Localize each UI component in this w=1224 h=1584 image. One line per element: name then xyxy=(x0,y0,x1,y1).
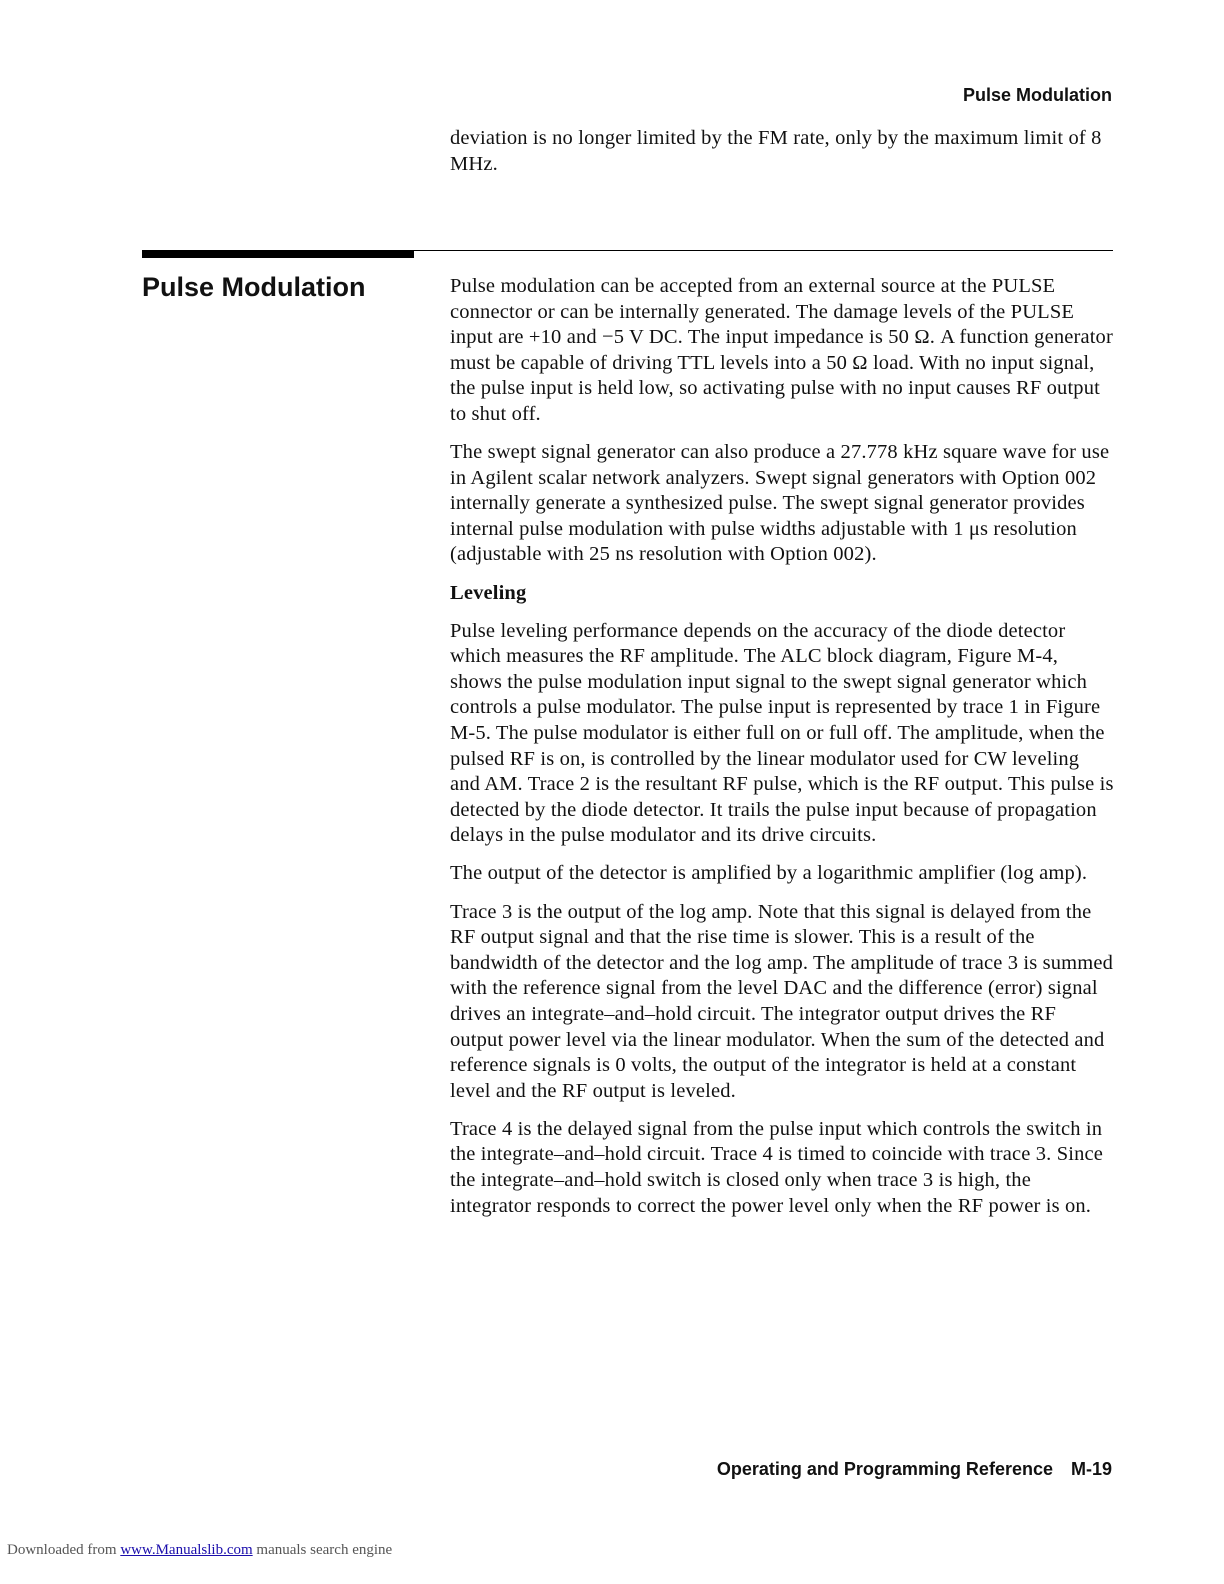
section-body xyxy=(450,274,1114,1232)
footer-book-title: Operating and Programming Reference xyxy=(716,1459,1053,1479)
download-suffix: manuals search engine xyxy=(256,1542,393,1558)
subheading-leveling: Leveling xyxy=(450,581,527,604)
running-header: Pulse Modulation xyxy=(962,85,1112,105)
page-footer xyxy=(717,1459,1112,1480)
page-number: M-19 xyxy=(1070,1459,1112,1479)
paragraph-trace-3: Trace 3 is the output of the log amp. Note that this signal is delayed from the RF output signal and that the rise time is slower. This is a result of the bandwidth of the detector and the log amp. The amplitude of trace 3 is summed with the reference signal from the level DAC and the difference (error) signal drives an integrate–and–hold circuit. The integrator output drives the RF output power level via the linear modulator. When the sum of the detected and reference signals is 0 volts, the output of the integrator is held at a constant level and the RF output is leveled. xyxy=(450,900,1114,1102)
paragraph-log-amp: The output of the detector is amplified by a logarithmic amplifier (log amp). xyxy=(450,862,1088,885)
paragraph-trace-4: Trace 4 is the delayed signal from the pulse input which controls the switch in the integrate–and–hold circuit. Trace 4 is timed to coincide with trace 3. Since the integrate–and–hold switch is closed only when trace 3 is high, the integrator responds to correct the power level only when the RF power is on. xyxy=(450,1117,1104,1217)
manualslib-link[interactable]: www.Manualslib.com xyxy=(120,1542,253,1558)
continued-paragraph: deviation is no longer limited by the FM rate, only by the maximum limit of 8 MHz. xyxy=(450,127,1102,175)
paragraph-pulse-input: Pulse modulation can be accepted from an external source at the PULSE connector or can be internally generated. The damage levels of the PULSE input are +10 and −5 V DC. The input impedance is 50 Ω. A function generator must be capable of driving TTL levels into a 50 Ω load. With no input signal, the pulse input is held low, so activating pulse with no input causes RF output to shut off. xyxy=(450,275,1113,425)
download-prefix: Downloaded from xyxy=(7,1542,117,1558)
download-note xyxy=(7,1542,392,1559)
paragraph-square-wave: The swept signal generator can also produce a 27.778 kHz square wave for use in Agilent scalar network analyzers. Swept signal generators with Option 002 internally generate a synthesized pulse. The swept signal generator provides internal pulse modulation with pulse widths adjustable with 1 μs resolution (adjustable with 25 ns resolution with Option 002). xyxy=(450,441,1110,566)
section-heading: Pulse Modulation xyxy=(142,272,366,302)
paragraph-leveling-performance: Pulse leveling performance depends on the accuracy of the diode detector which measures the RF amplitude. The ALC block diagram, Figure M-4, shows the pulse modulation input signal to the swept signal generator which controls a pulse modulator. The pulse input is represented by trace 1 in Figure M-5. The pulse modulator is either full on or full off. The amplitude, when the pulsed RF is on, is controlled by the linear modulator used for CW leveling and AM. Trace 2 is the resultant RF pulse, which is the RF output. This pulse is detected by the diode detector. It trails the pulse input because of propagation delays in the pulse modulator and its drive circuits. xyxy=(450,619,1114,847)
section-divider-bar xyxy=(142,250,414,258)
